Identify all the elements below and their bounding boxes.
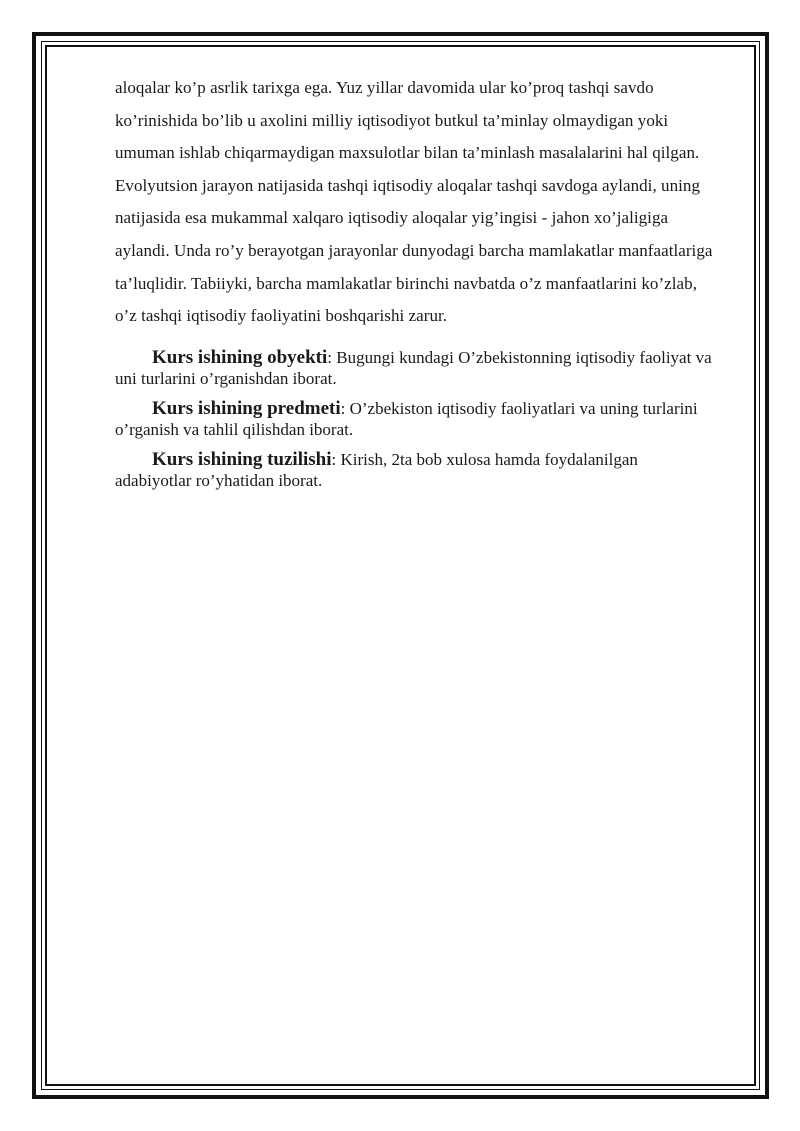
section-structure-term: Kurs ishining tuzilishi: [152, 448, 332, 470]
document-body: [115, 72, 715, 492]
section-structure-text: : Kirish, 2ta bob xulosa hamda foydalanilgan adabiyotlar ro’yhatidan iborat.: [115, 449, 638, 491]
intro-paragraph: aloqalar ko’p asrlik tarixga ega. Yuz yillar davomida ular ko’proq tashqi savdo ko’rinishida bo’lib u axolini milliy iqtisodiyot butkul ta’minlay olmaydigan yoki umuman ishlab chiqarmaydigan maxsulotlar bilan ta’minlash masalalarini hal qilgan. Evolyutsion jarayon natijasida tashqi iqtisodiy aloqalar tashqi savdoga aylandi, uning natijasida esa mukammal xalqaro iqtisodiy aloqalar yig’ingisi - jahon xo’jaligiga aylandi. Unda ro’y berayotgan jarayonlar dunyodagi barcha mamlakatlar manfaatlariga ta’luqlidir. Tabiiyki, barcha mamlakatlar birinchi navbatda o’z manfaatlarini ko’zlab, o’z tashqi iqtisodiy faoliyatini boshqarishi zarur.: [115, 78, 713, 326]
section-object-text: : Bugungi kundagi O’zbekistonning iqtisodiy faoliyat va uni turlarini o’rganishdan iborat.: [115, 347, 712, 389]
section-object-term: Kurs ishining obyekti: [152, 346, 328, 368]
section-subject-term: Kurs ishining predmeti: [152, 397, 341, 419]
section-subject-text: : O’zbekiston iqtisodiy faoliyatlari va uning turlarini o’rganish va tahlil qilishdan iborat.: [115, 398, 698, 440]
section-object: [115, 347, 715, 390]
section-structure: [115, 449, 715, 492]
section-subject: [115, 398, 715, 441]
